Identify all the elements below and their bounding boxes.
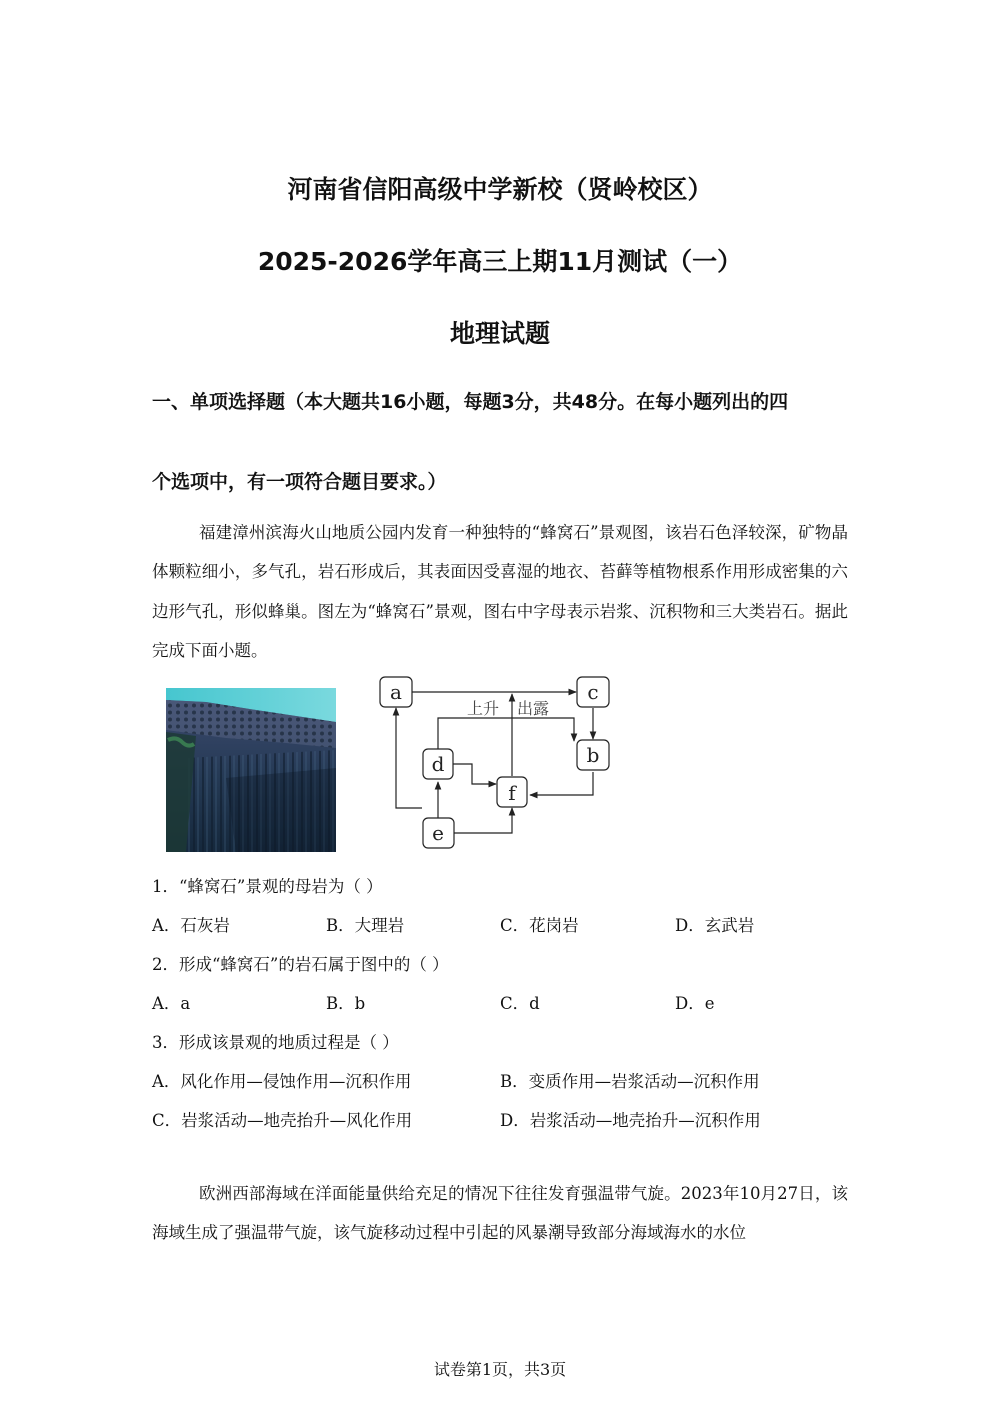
section-heading-line2: 个选项中，有一项符合题目要求。） [152, 471, 447, 493]
rock-cycle-diagram [374, 670, 624, 855]
question-2-option-b[interactable]: B．b [326, 994, 366, 1013]
question-3-option-b[interactable]: B．变质作用—岩浆活动—沉积作用 [500, 1072, 760, 1091]
question-3-option-a[interactable]: A．风化作用—侵蚀作用—沉积作用 [152, 1072, 412, 1091]
question-1-option-c[interactable]: C．花岗岩 [500, 916, 579, 935]
passage-2: 欧洲西部海域在洋面能量供给充足的情况下往往发育强温带气旋。2023年10月27日，该海域生成了强温带气旋，该气旋移动过程中引起的风暴潮导致部分海域海水的水位 [152, 1184, 848, 1243]
exam-title: 2025-2026学年高三上期11月测试（一） [257, 247, 743, 276]
node-e-label: e [432, 821, 444, 845]
question-3-option-d[interactable]: D．岩浆活动—地壳抬升—沉积作用 [500, 1111, 761, 1130]
question-2-option-c[interactable]: C．d [500, 994, 540, 1013]
question-2-stem: 2．形成“蜂窝石”的岩石属于图中的（ ） [152, 955, 449, 974]
node-b-label: b [586, 743, 600, 767]
label-uplift: 上升 [467, 699, 500, 718]
question-2-option-a[interactable]: A．a [152, 994, 191, 1013]
honeycomb-rock-photo [166, 688, 336, 852]
label-exposure: 出露 [517, 699, 550, 718]
page-footer: 试卷第1页，共3页 [433, 1360, 567, 1379]
section-heading-line1: 一、单项选择题（本大题共16小题，每题3分，共48分。在每小题列出的四 [152, 391, 789, 413]
question-2-option-d[interactable]: D．e [675, 994, 715, 1013]
question-1-option-b[interactable]: B．大理岩 [326, 916, 405, 935]
question-1-option-a[interactable]: A．石灰岩 [152, 916, 230, 935]
question-3-stem: 3．形成该景观的地质过程是（ ） [152, 1033, 399, 1052]
node-c-label: c [587, 680, 599, 704]
passage-1: 福建漳州滨海火山地质公园内发育一种独特的“蜂窝石”景观图，该岩石色泽较深，矿物晶体颗粒细小，多气孔，岩石形成后，其表面因受喜湿的地衣、苔藓等植物根系作用形成密集的六边形气孔，形似蜂巢。图左为“蜂窝石”景观，图右中字母表示岩浆、沉积物和三大类岩石。据此完成下面小题。 [152, 523, 848, 660]
subject-title: 地理试题 [449, 319, 550, 348]
question-3-option-c[interactable]: C．岩浆活动—地壳抬升—风化作用 [152, 1111, 413, 1130]
question-1-option-d[interactable]: D．玄武岩 [675, 916, 755, 935]
question-1-stem: 1．“蜂窝石”景观的母岩为（ ） [152, 877, 383, 896]
node-a-label: a [390, 680, 402, 704]
node-f-label: f [508, 781, 516, 805]
school-title: 河南省信阳高级中学新校（贤岭校区） [287, 175, 713, 204]
node-d-label: d [431, 752, 445, 776]
